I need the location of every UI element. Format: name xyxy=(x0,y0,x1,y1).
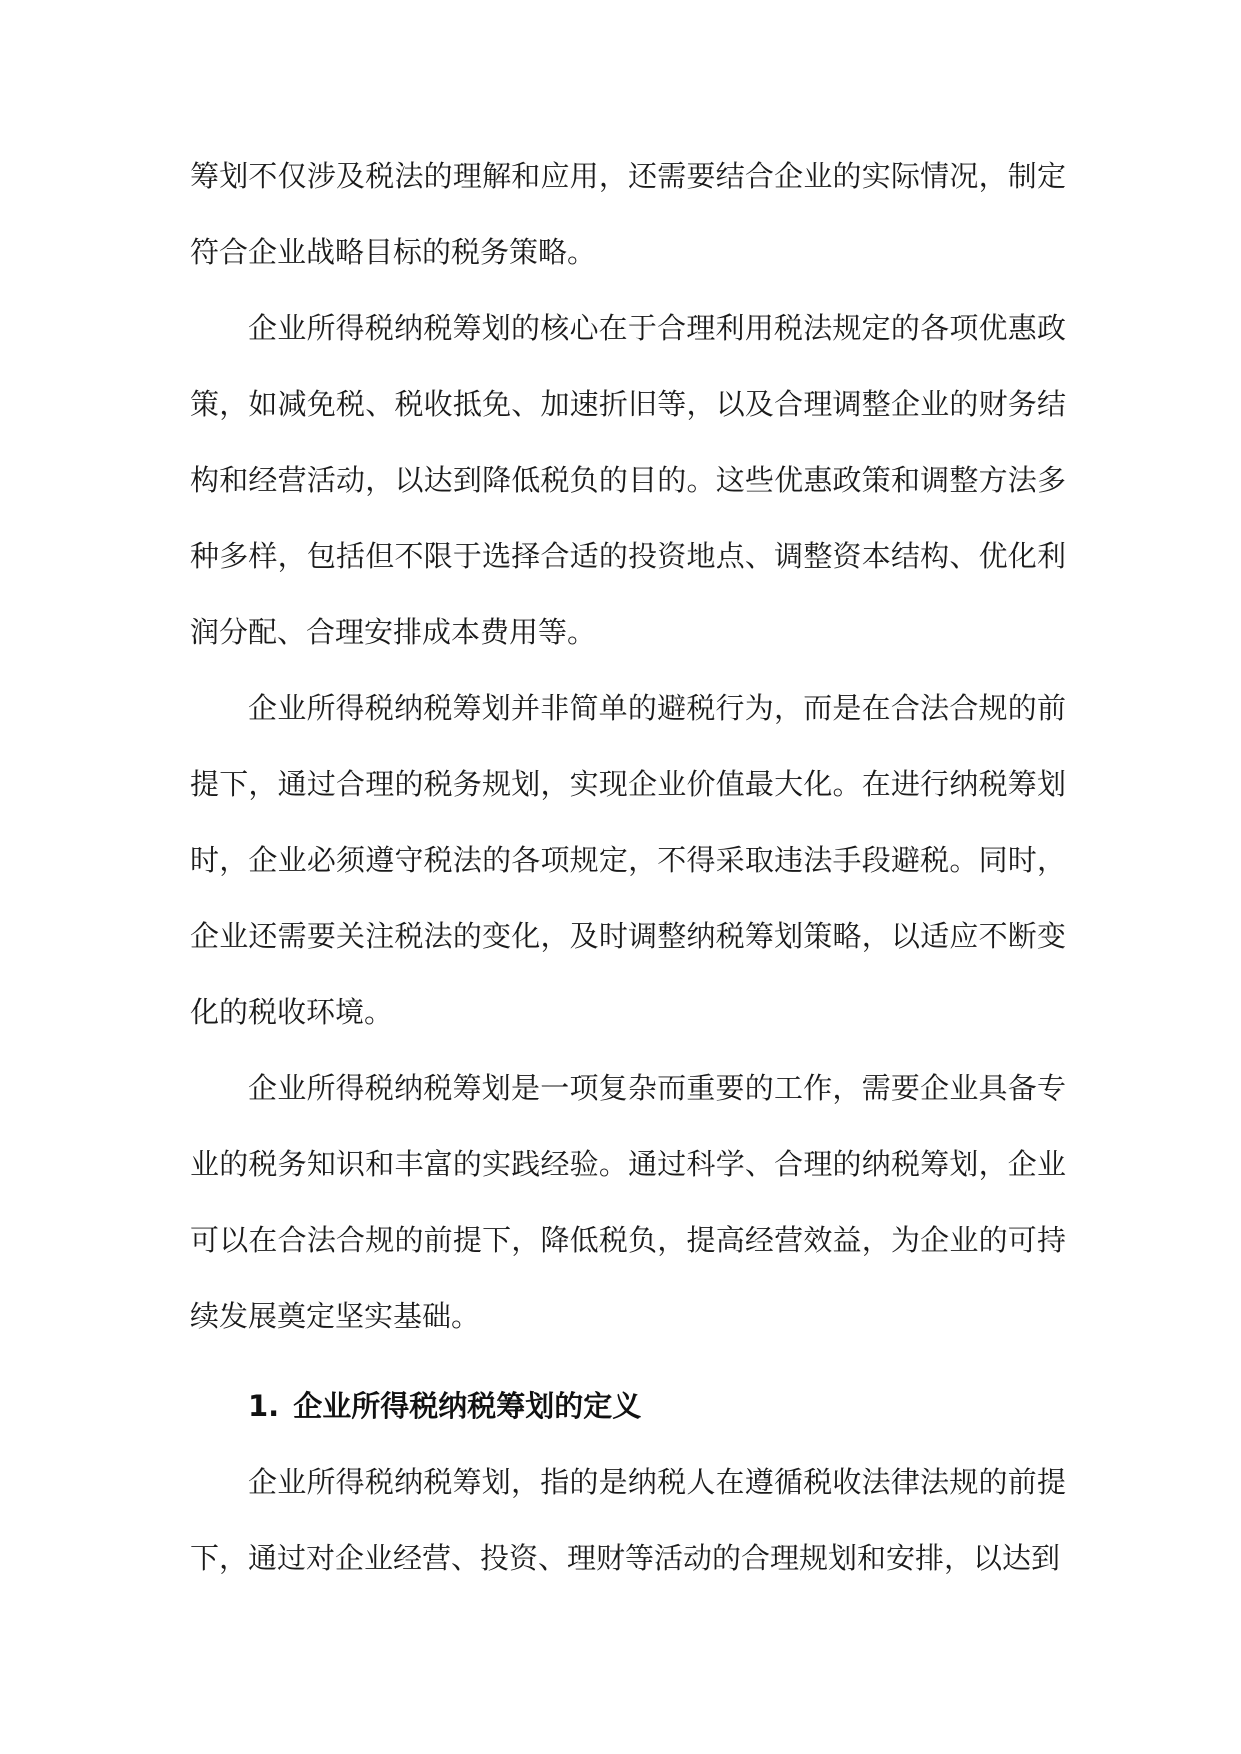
section-heading-number: 1. xyxy=(248,1389,280,1423)
paragraph-continuation: 筹划不仅涉及税法的理解和应用，还需要结合企业的实际情况，制定符合企业战略目标的税务策略。 xyxy=(190,159,1066,269)
paragraph-definition: 企业所得税纳税筹划，指的是纳税人在遵循税收法律法规的前提下，通过对企业经营、投资、理财等活动的合理规划和安排，以达到 xyxy=(190,1465,1066,1575)
paragraph-core-of-planning: 企业所得税纳税筹划的核心在于合理利用税法规定的各项优惠政策，如减免税、税收抵免、加速折旧等，以及合理调整企业的财务结构和经营活动，以达到降低税负的目的。这些优惠政策和调整方法多种多样，包括但不限于选择合适的投资地点、调整资本结构、优化利润分配、合理安排成本费用等。 xyxy=(190,311,1066,649)
document-body xyxy=(190,138,1066,1596)
section-heading-title: 企业所得税纳税筹划的定义 xyxy=(293,1389,642,1423)
paragraph-not-tax-avoidance: 企业所得税纳税筹划并非简单的避税行为，而是在合法合规的前提下，通过合理的税务规划，实现企业价值最大化。在进行纳税筹划时，企业必须遵守税法的各项规定，不得采取违法手段避税。同时，企业还需要关注税法的变化，及时调整纳税筹划策略，以适应不断变化的税收环境。 xyxy=(190,691,1066,1029)
section-heading xyxy=(190,1368,1066,1444)
paragraph-complex-work: 企业所得税纳税筹划是一项复杂而重要的工作，需要企业具备专业的税务知识和丰富的实践经验。通过科学、合理的纳税筹划，企业可以在合法合规的前提下，降低税负，提高经营效益，为企业的可持续发展奠定坚实基础。 xyxy=(190,1071,1066,1333)
